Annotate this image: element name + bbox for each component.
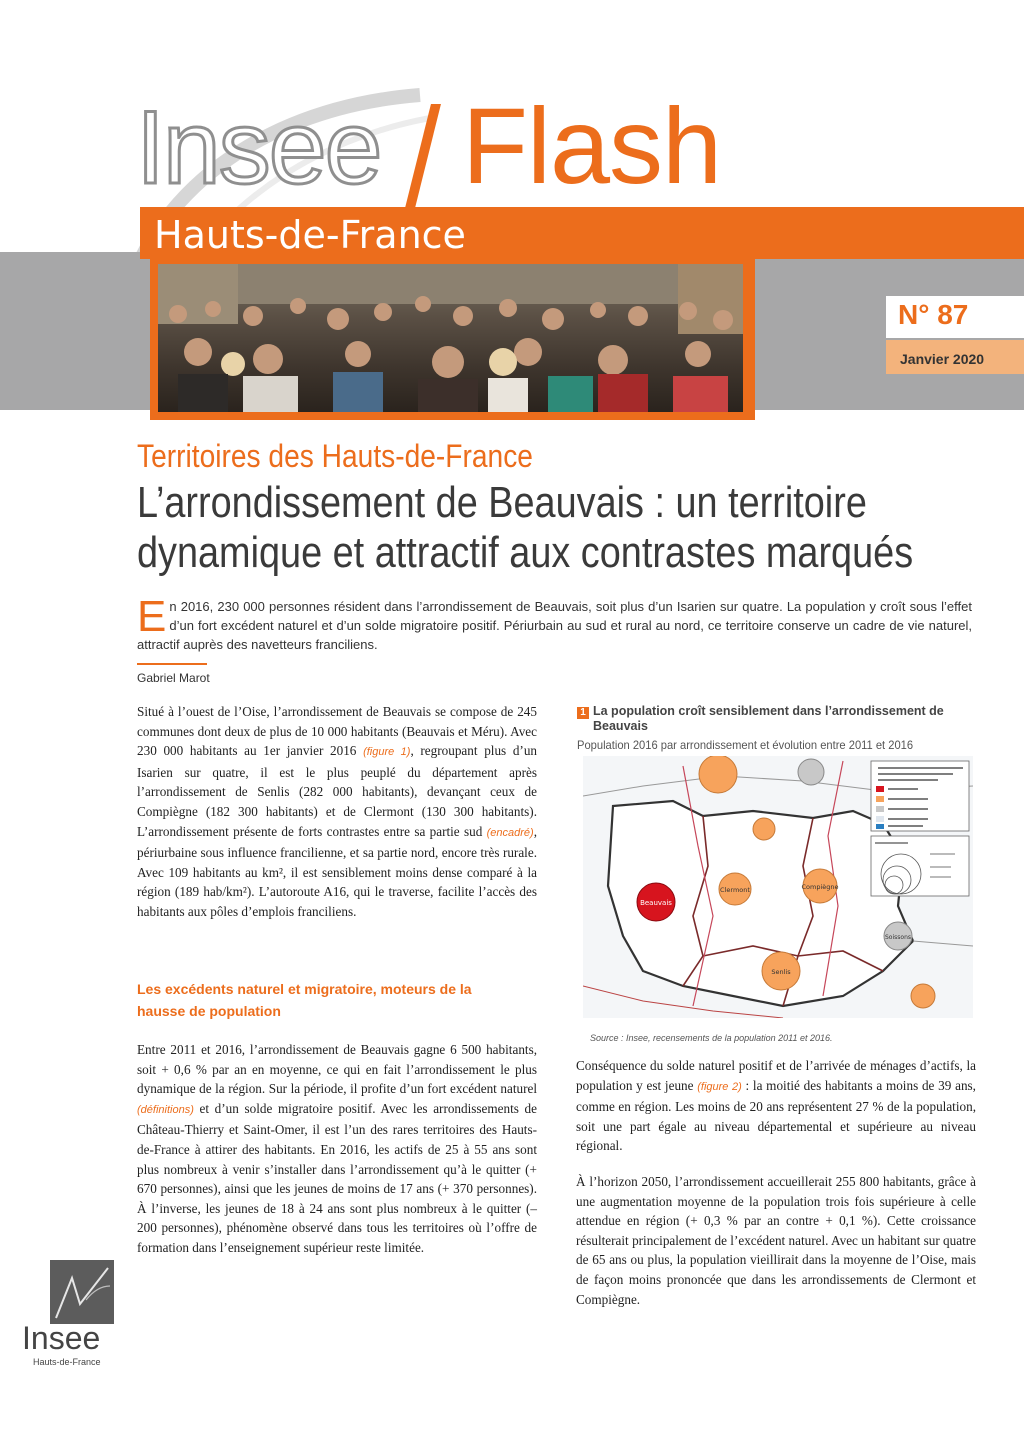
- map-label-clermont: Clermont: [720, 886, 750, 894]
- paragraph-text: , périurbaine sous influence francilienne, et sa partie nord, encore très rurale. Avec 109 habitants au km², il est sensiblement moins dense comparé à la région (189 hab/km²). L’autoroute A16, qui le traverse, facilite l’accès des habitants aux pôles d’emplois franciliens.: [137, 823, 537, 919]
- author-rule: [137, 663, 207, 665]
- paragraph-text: , regroupant plus d’un Isarien sur quatre, il est le plus peuplé du département après l’arrondissement de Senlis (282 000 habitants), devançant ceux de Compiègne (182 300 habitants) et de Clermont (130 300 habitants). L’arrondissement présente de forts contrastes entre sa partie sud: [137, 743, 538, 839]
- map-label-beauvais: Beauvais: [640, 899, 672, 907]
- paragraph-text: Situé à l’ouest de l’Oise, l’arrondissement de Beauvais se compose de 245 communes dont deux de plus de 10 000 habitants (Beauvais et Méru). Avec 230 000 habitants au 1er janvier 2016: [137, 704, 537, 759]
- map-label-senlis: Senlis: [771, 968, 791, 976]
- drop-cap: E: [137, 592, 167, 641]
- paragraph-text: : la moitié des habitants a moins de 39 ans, comme en région. Les moins de 20 ans représentent 27 % de la population, soit une part égale au niveau départemental et supérieure au niveau régional.: [576, 1077, 976, 1154]
- series-title: Territoires des Hauts-de-France: [137, 438, 533, 474]
- issue-date: Janvier 2020: [900, 351, 985, 367]
- figure-title: La population croît sensiblement dans l’arrondissement de Beauvais: [593, 704, 944, 733]
- link-definitions[interactable]: (définitions): [137, 1103, 194, 1116]
- article-headline: L’arrondissement de Beauvais : un territoire dynamique et attractif aux contrastes marqués: [137, 478, 914, 577]
- link-figure-1[interactable]: (figure 1): [363, 746, 411, 759]
- column-2-paragraph-1: [576, 1056, 976, 1156]
- brand-flash-logo: Flash: [462, 85, 722, 206]
- population-map: [583, 756, 973, 1018]
- paragraph-text: Entre 2011 et 2016, l’arrondissement de Beauvais gagne 6 500 habitants, soit + 0,6 % par an en moyenne, ce qui en fait l’arrondissement le plus dynamique de la région. Sur la période, il profite d’un fort excédent naturel: [137, 1042, 537, 1097]
- column-2-paragraph-2: À l’horizon 2050, l’arrondissement accueillerait 255 800 habitants, grâce à une augmentation moyenne de la population trois fois supérieure à celle attendue en région (+ 0,3 % par an contre + 0,1 %). Cette croissance résulterait principalement de l’excédent naturel. Avec un habitant sur quatre de 65 ans ou plus, la population vieillirait dans la moyenne de l’Oise, mais de façon moins prononcée que dans les arrondissements de Clermont et Compiègne.: [576, 1174, 976, 1307]
- map-label-soissons: Soissons: [885, 934, 911, 941]
- issue-number: N° 87: [898, 299, 969, 330]
- figure-subtitle: Population 2016 par arrondissement et évolution entre 2011 et 2016: [577, 738, 914, 752]
- column-1-paragraph-1: [137, 702, 537, 922]
- footer-region: Hauts-de-France: [33, 1357, 101, 1367]
- figure-number-badge: 1: [577, 707, 589, 719]
- crowd-photo: [158, 264, 743, 412]
- paragraph-text: et d’un solde migratoire positif. Avec les arrondissements de Château-Thierry et Saint-Omer, il est l’un des rares territoires des Hauts-de-France à attirer des habitants. En 2016, les actifs de 25 à 55 ans sont plus nombreux à venir s’installer dans l’arrondissement qu’à le quitter (+ 670 personnes), ainsi que les jeunes de moins de 17 ans (+ 370 personnes). À l’inverse, les jeunes de 18 à 24 ans sont plus nombreux à le quitter (– 200 personnes), phénomène observé dans tous les territoires où l’offre de formation dans l’enseignement supérieur reste limitée.: [137, 1100, 537, 1255]
- paragraph-text: Conséquence du solde naturel positif et de l’arrivée de ménages d’actifs, la population y est jeune: [576, 1058, 976, 1093]
- footer-insee-logo: Insee: [22, 1320, 101, 1356]
- brand-insee-logo: Insee: [136, 90, 381, 206]
- insee-logo-mark: [50, 1260, 114, 1324]
- link-figure-2[interactable]: (figure 2): [697, 1080, 742, 1093]
- article-lead: [137, 592, 972, 654]
- author-name: Gabriel Marot: [137, 671, 210, 685]
- figure-source: Source : Insee, recensements de la population 2011 et 2016.: [590, 1033, 833, 1043]
- section-heading: Les excédents naturel et migratoire, moteurs de la hausse de population: [137, 981, 472, 1019]
- lead-text: n 2016, 230 000 personnes résident dans l’arrondissement de Beauvais, soit plus d’un Isarien sur quatre. La population y croît sous l’effet d’un fort excédent naturel et d’un solde migratoire positif. Périurbain au sud et rural au nord, ce territoire conserve un cadre de vie naturel, attractif auprès des navetteurs franciliens.: [137, 599, 972, 652]
- region-title: Hauts-de-France: [154, 213, 466, 257]
- map-label-compiegne: Compiègne: [801, 883, 839, 891]
- link-encadre[interactable]: (encadré): [486, 826, 534, 839]
- column-1-paragraph-2: [137, 1040, 537, 1258]
